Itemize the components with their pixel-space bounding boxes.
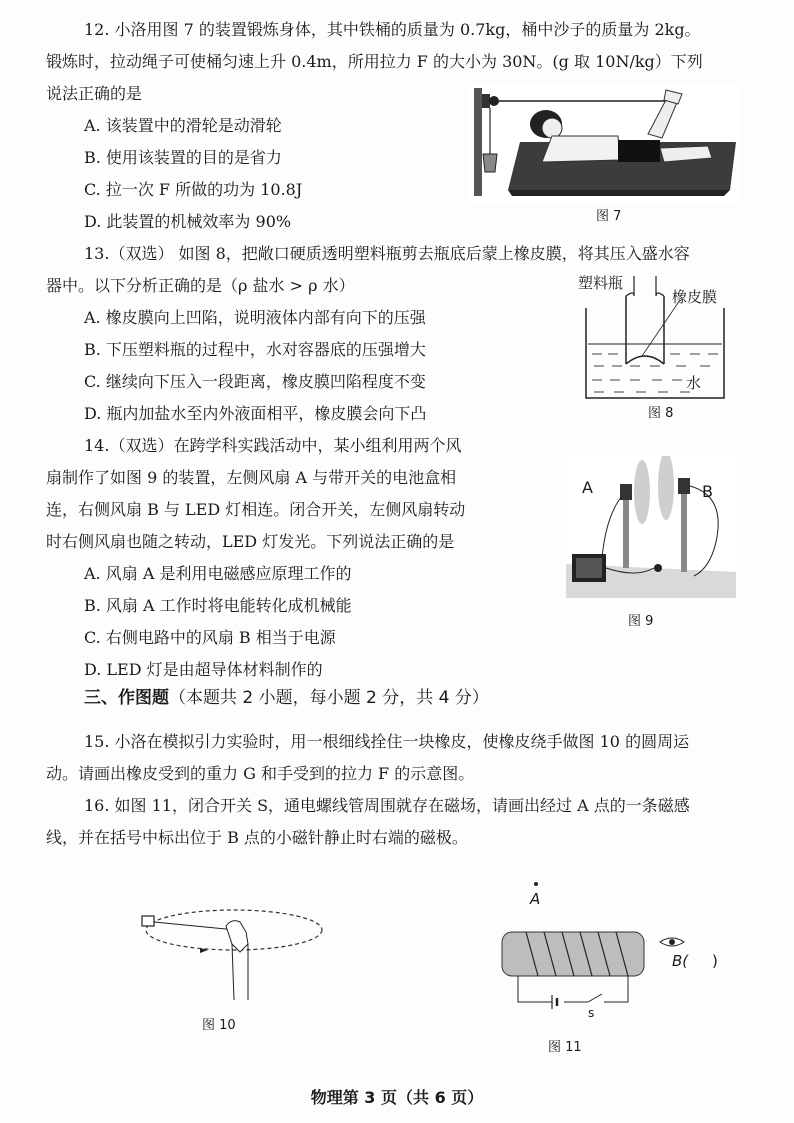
section-3-note: （本题共 2 小题，每小题 2 分，共 4 分）	[169, 688, 489, 708]
figure-8-label-membrane: 橡皮膜	[672, 288, 718, 306]
q16-line1: 16. 如图 11，闭合开关 S，通电螺线管周围就存在磁场，请画出经过 A 点的一条磁感	[84, 796, 690, 815]
figure-11-solenoid	[488, 878, 724, 1018]
q13-option-a: A. 橡皮膜向上凹陷，说明液体内部有向下的压强	[84, 308, 426, 327]
q13-option-b: B. 下压塑料瓶的过程中，水对容器底的压强增大	[84, 340, 426, 359]
q12-option-c: C. 拉一次 F 所做的功为 10.8J	[84, 180, 303, 199]
figure-9-caption: 图 9	[628, 614, 654, 629]
q14-line3: 连，右侧风扇 B 与 LED 灯相连。闭合开关，左侧风扇转动	[46, 500, 466, 519]
q14-line2: 扇制作了如图 9 的装置，左侧风扇 A 与带开关的电池盒相	[46, 468, 457, 487]
q12-line1: 12. 小洛用图 7 的装置锻炼身体，其中铁桶的质量为 0.7kg，桶中沙子的质量为 2kg。	[84, 20, 701, 39]
figure-7-caption: 图 7	[596, 209, 622, 224]
q13-line1: 13.（双选） 如图 8，把敞口硬质透明塑料瓶剪去瓶底后蒙上橡皮膜，将其压入盛水容	[84, 244, 690, 263]
q13-option-c: C. 继续向下压入一段距离，橡皮膜凹陷程度不变	[84, 372, 426, 391]
figure-11-label-switch: s	[588, 1006, 595, 1020]
page-footer: 物理第 3 页（共 6 页）	[310, 1088, 484, 1107]
q15-line2: 动。请画出橡皮受到的重力 G 和手受到的拉力 F 的示意图。	[46, 764, 475, 783]
q14-option-c: C. 右侧电路中的风扇 B 相当于电源	[84, 628, 336, 647]
figure-8-label-bottle: 塑料瓶	[578, 274, 624, 292]
figure-7-exercise-pulley	[468, 84, 740, 204]
q12-line2: 锻炼时，拉动绳子可使桶匀速上升 0.4m，所用拉力 F 的大小为 30N。(g 取 10N/kg）下列	[46, 52, 703, 71]
section-3-heading	[84, 688, 489, 708]
figure-11-label-point-a: A	[530, 890, 541, 908]
section-3-title: 三、作图题	[84, 688, 169, 708]
figure-9-label-fan-b: B	[702, 482, 713, 501]
q14-option-a: A. 风扇 A 是利用电磁感应原理工作的	[84, 564, 352, 583]
q13-option-d: D. 瓶内加盐水至内外液面相平，橡皮膜会向下凸	[84, 404, 427, 423]
q12-option-d: D. 此装置的机械效率为 90%	[84, 212, 292, 231]
q14-line4: 时右侧风扇也随之转动，LED 灯发光。下列说法正确的是	[46, 532, 455, 551]
q13-line2: 器中。以下分析正确的是（ρ 盐水 > ρ 水）	[46, 276, 355, 295]
q14-line1: 14.（双选）在跨学科实践活动中，某小组利用两个风	[84, 436, 462, 455]
figure-11-label-point-b: B(	[672, 952, 689, 970]
figure-8-caption: 图 8	[648, 406, 674, 421]
figure-9-label-fan-a: A	[582, 478, 593, 497]
q14-option-d: D. LED 灯是由超导体材料制作的	[84, 660, 323, 679]
figure-10-circular-motion	[136, 896, 332, 1006]
q14-option-b: B. 风扇 A 工作时将电能转化成机械能	[84, 596, 352, 615]
q12-option-b: B. 使用该装置的目的是省力	[84, 148, 282, 167]
q16-line2: 线，并在括号中标出位于 B 点的小磁针静止时右端的磁极。	[46, 828, 468, 847]
q15-line1: 15. 小洛在模拟引力实验时，用一根细线拴住一块橡皮，使橡皮绕手做图 10 的圆周运	[84, 732, 690, 751]
q12-line3: 说法正确的是	[46, 84, 143, 103]
q12-option-a: A. 该装置中的滑轮是动滑轮	[84, 116, 282, 135]
figure-11-caption: 图 11	[548, 1040, 582, 1055]
figure-8-label-water: 水	[686, 374, 702, 392]
figure-10-caption: 图 10	[202, 1018, 236, 1033]
figure-11-bracket-close: )	[712, 952, 718, 970]
